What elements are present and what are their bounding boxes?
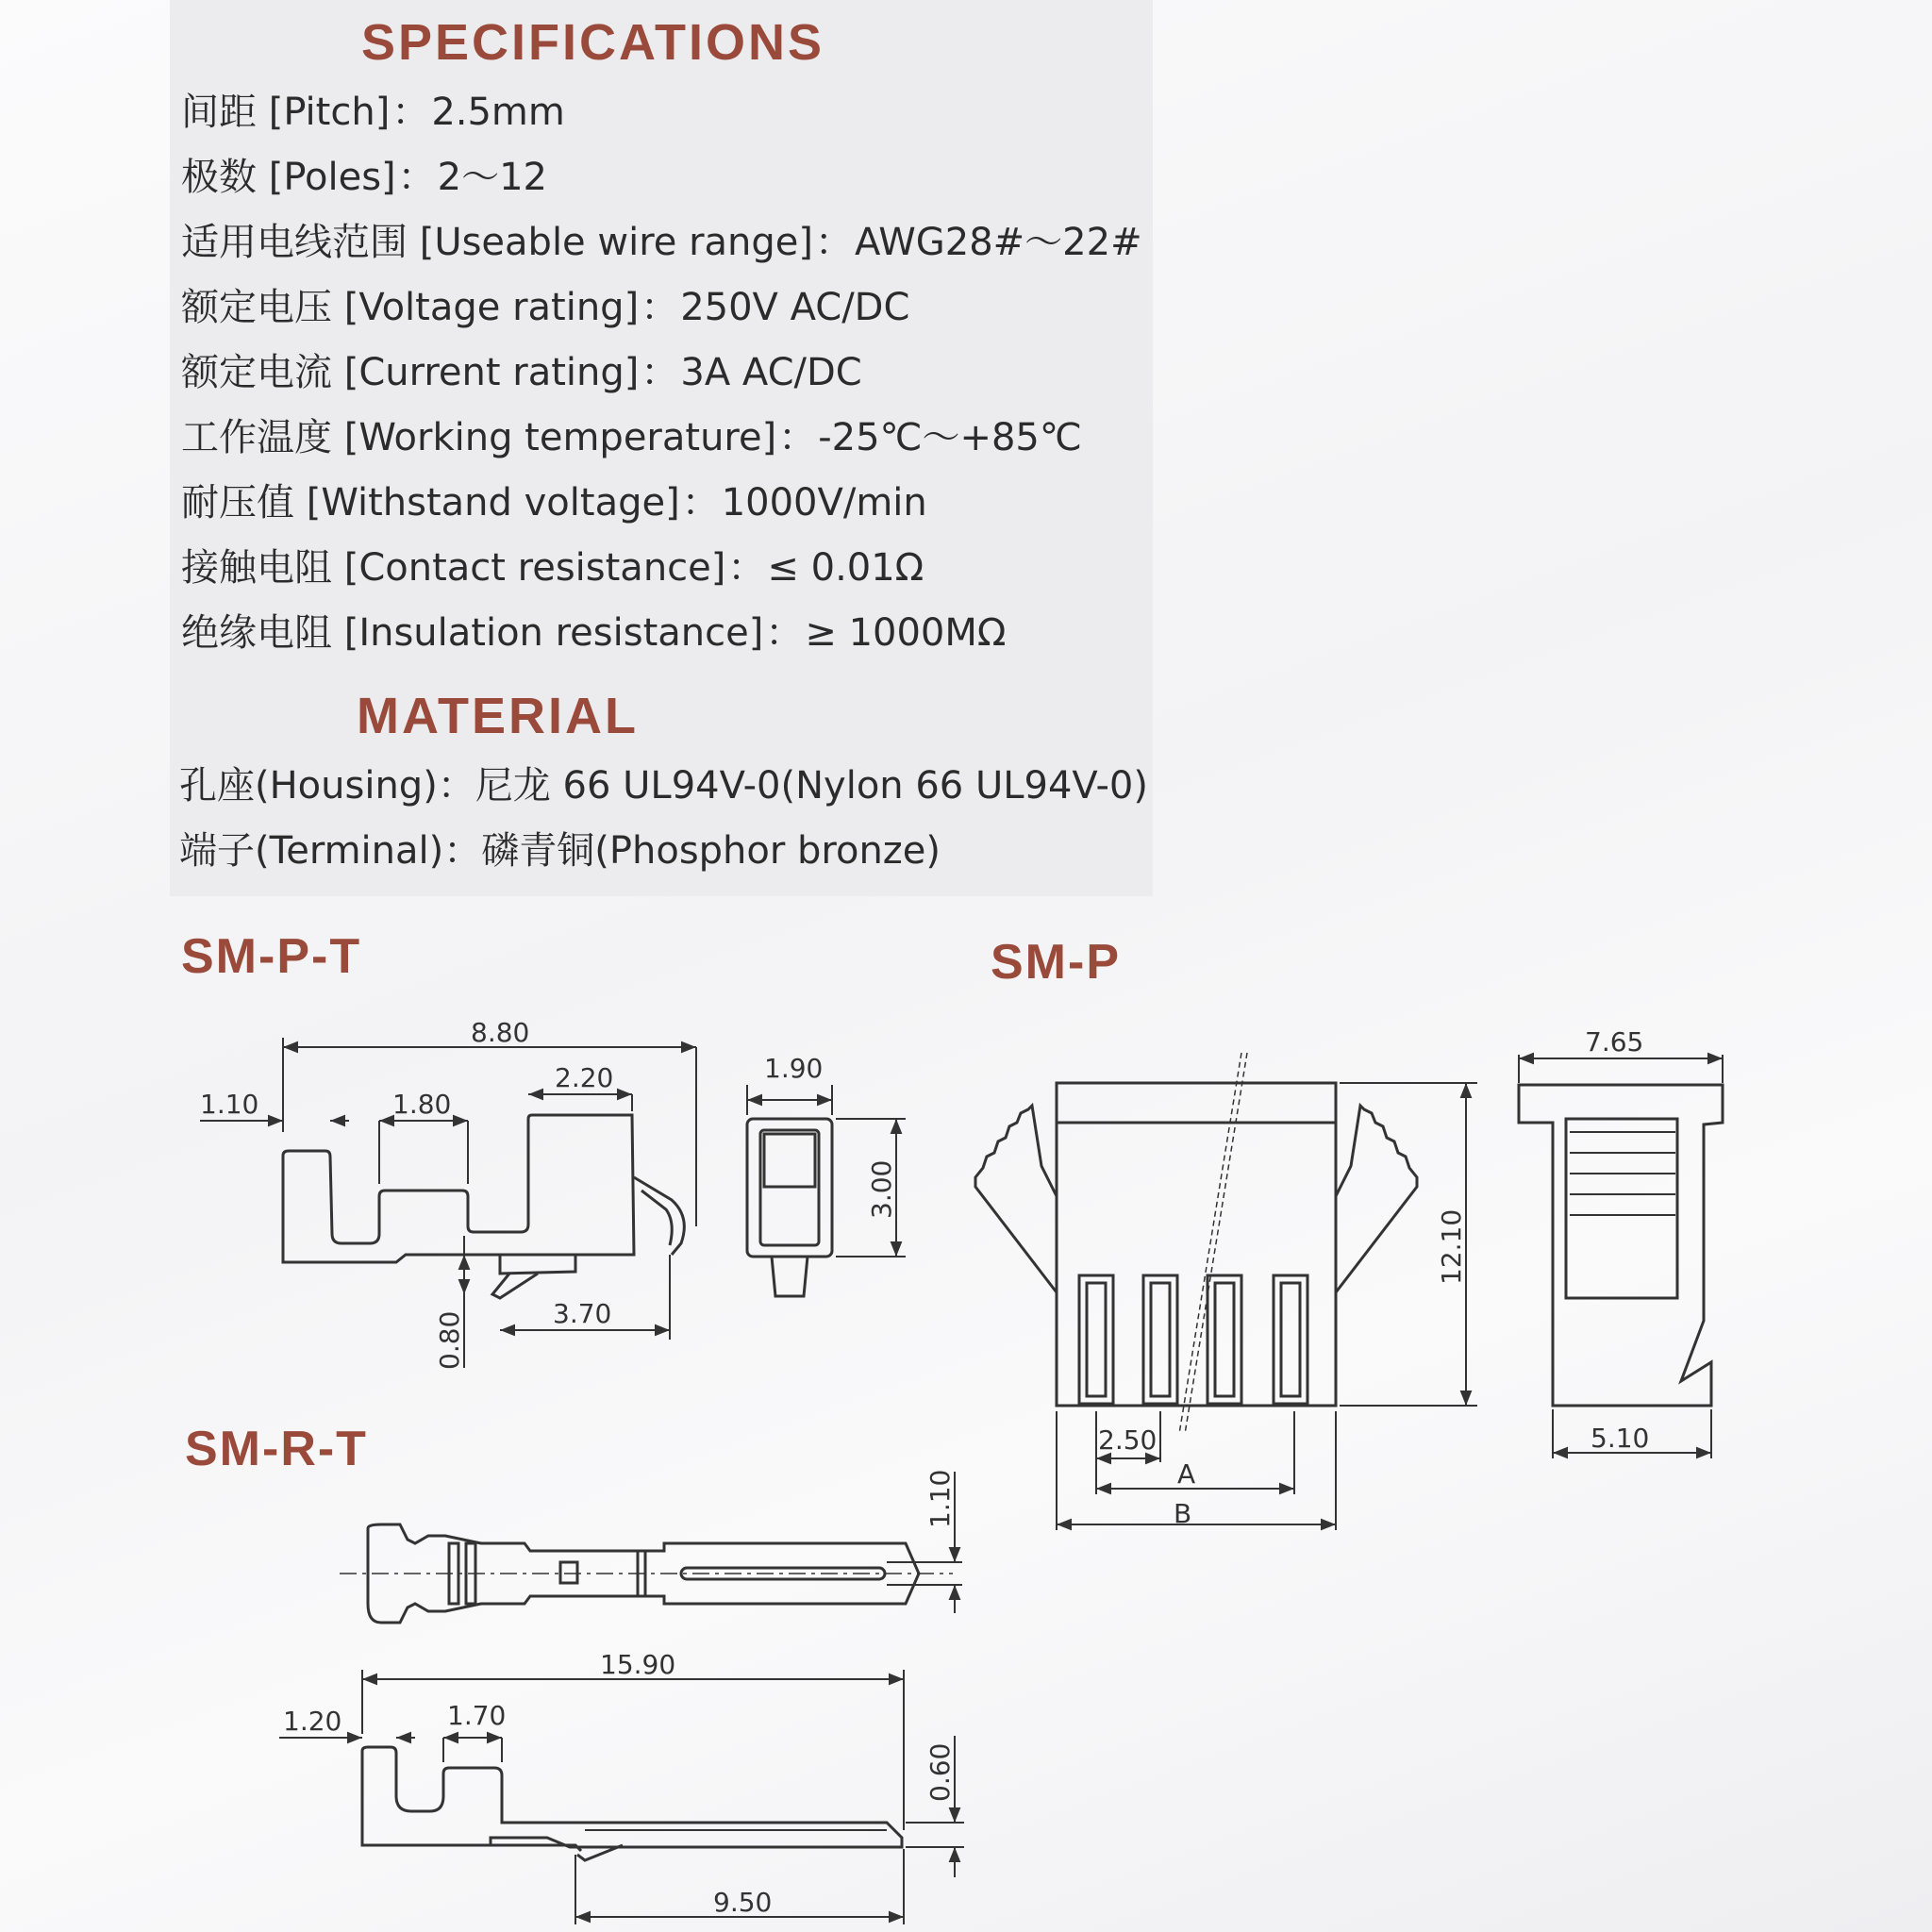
sm-r-t-drawing — [279, 1469, 964, 1924]
dim-label: 0.80 — [434, 1310, 465, 1370]
dim-label: 1.20 — [283, 1706, 342, 1737]
dim-label: 3.70 — [553, 1298, 612, 1329]
dim-label: 2.50 — [1098, 1424, 1158, 1456]
spec-row: 接触电阻 [Contact resistance]：≤ 0.01Ω — [181, 546, 924, 590]
sm-p-drawing — [975, 1053, 1723, 1530]
spec-label: 耐压值 [Withstand voltage] — [181, 481, 680, 525]
spec-value: AWG28#～22# — [855, 221, 1142, 264]
dim-label: 0.60 — [924, 1742, 956, 1802]
material-value: 磷青铜(Phosphor bronze) — [481, 829, 941, 873]
spec-value: 250V AC/DC — [680, 286, 910, 329]
spec-row: 额定电流 [Current rating]：3A AC/DC — [181, 351, 862, 394]
spec-row: 绝缘电阻 [Insulation resistance]：≥ 1000MΩ — [181, 611, 1007, 655]
spec-label: 适用电线范围 [Useable wire range] — [181, 221, 814, 264]
spec-row: 极数 [Poles]：2～12 — [181, 156, 548, 199]
material-value: 尼龙 66 UL94V-0(Nylon 66 UL94V-0) — [475, 764, 1148, 808]
spec-row: 间距 [Pitch]：2.5mm — [181, 91, 565, 134]
dim-label: 1.10 — [200, 1089, 259, 1120]
material-row: 孔座(Housing)：尼龙 66 UL94V-0(Nylon 66 UL94V-0) — [179, 764, 1148, 808]
material-label: 端子(Terminal) — [179, 829, 444, 873]
spec-value: ≥ 1000MΩ — [805, 611, 1007, 655]
specifications-heading: SPECIFICATIONS — [361, 14, 825, 71]
dim-label: 7.65 — [1585, 1026, 1644, 1058]
spec-value: -25℃～+85℃ — [818, 416, 1082, 459]
dim-label: 1.10 — [924, 1469, 956, 1528]
sm-r-t-label: SM-R-T — [185, 1422, 368, 1476]
dim-label: 8.80 — [471, 1017, 530, 1048]
spec-value: 2.5mm — [431, 91, 565, 134]
spec-value: ≤ 0.01Ω — [767, 546, 924, 590]
spec-value: 3A AC/DC — [680, 351, 862, 394]
sm-r-t-dimension-labels — [283, 1470, 956, 1918]
spec-row: 工作温度 [Working temperature]：-25℃～+85℃ — [181, 416, 1082, 459]
dim-label: 5.10 — [1591, 1423, 1650, 1454]
spec-value: 2～12 — [437, 156, 548, 199]
spec-value: 1000V/min — [721, 481, 927, 525]
sm-p-t-label: SM-P-T — [181, 929, 362, 984]
dim-label: 1.80 — [392, 1089, 452, 1120]
material-row: 端子(Terminal)：磷青铜(Phosphor bronze) — [179, 829, 941, 873]
dim-label: 12.10 — [1436, 1208, 1467, 1285]
spec-label: 极数 [Poles] — [181, 156, 396, 199]
dim-label: 15.90 — [600, 1649, 676, 1680]
material-heading: MATERIAL — [357, 688, 639, 744]
dim-label: 3.00 — [866, 1159, 897, 1219]
spec-label: 间距 [Pitch] — [181, 91, 391, 134]
dim-label: 9.50 — [713, 1887, 773, 1918]
sm-p-label: SM-P — [991, 935, 1121, 990]
dim-label: A — [1177, 1458, 1196, 1490]
sm-p-t-dimension-labels — [200, 1017, 897, 1370]
dim-label: 1.70 — [447, 1700, 507, 1731]
spec-row: 耐压值 [Withstand voltage]：1000V/min — [181, 481, 927, 525]
spec-row: 额定电压 [Voltage rating]：250V AC/DC — [181, 286, 910, 329]
spec-row: 适用电线范围 [Useable wire range]：AWG28#～22# — [181, 221, 1142, 264]
material-label: 孔座(Housing) — [179, 764, 438, 808]
dim-label: 2.20 — [555, 1062, 614, 1093]
spec-label: 额定电压 [Voltage rating] — [181, 286, 640, 329]
dim-label: 1.90 — [764, 1053, 824, 1084]
spec-label: 工作温度 [Working temperature] — [181, 416, 777, 459]
spec-label: 额定电流 [Current rating] — [181, 351, 640, 394]
spec-label: 接触电阻 [Contact resistance] — [181, 546, 726, 590]
dim-label: B — [1174, 1498, 1192, 1529]
spec-label: 绝缘电阻 [Insulation resistance] — [181, 611, 764, 655]
